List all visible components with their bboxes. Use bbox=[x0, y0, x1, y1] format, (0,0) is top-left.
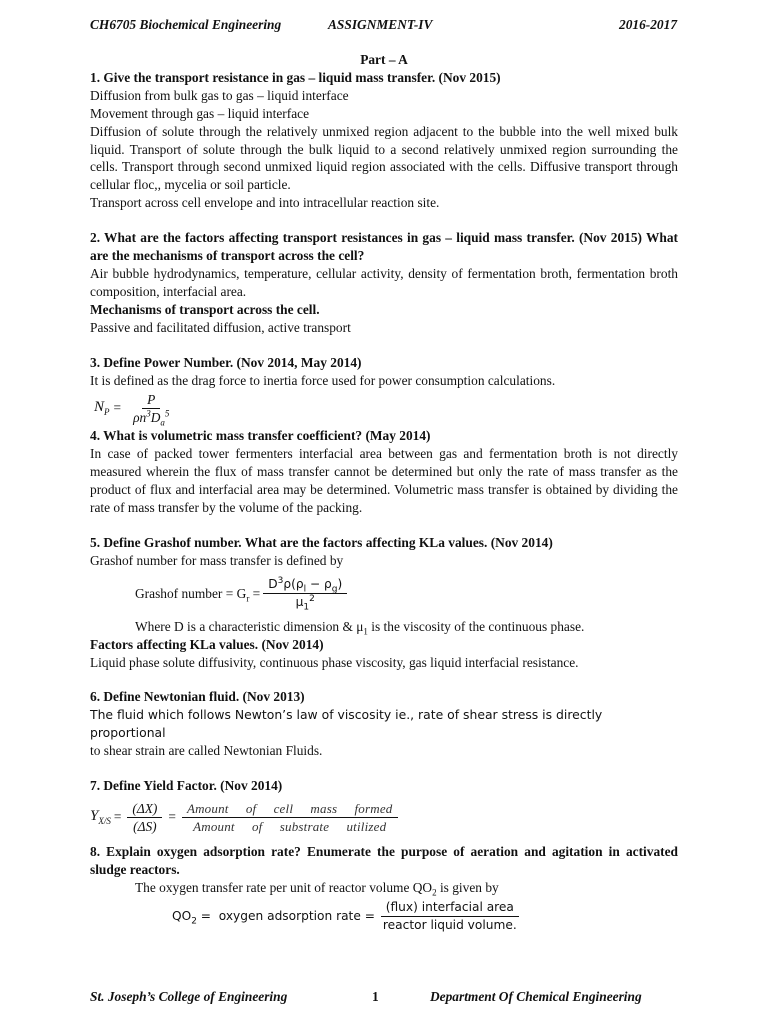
grashof-formula: Grashof number = $G_r$ = $\frac{D^3\rho(\rho_l - \rho_g)}{\mu_1^2}$ bbox=[90, 570, 678, 618]
q5-subtitle: Factors affecting KLa values. (Nov 2014) bbox=[90, 636, 324, 652]
q4-answer: In case of packed tower fermenters interfacial area between gas and fermentation broth is not directly measured wherein the flux of mass transfer cannot be determined but only the rate of mass transfer as the product of flux and interfacial area may be determined. Volumetric mass transfer is obtained by dividing the rate of mass transfer by the volume of the packing. bbox=[90, 446, 678, 516]
q2-title: 2. What are the factors affecting transport resistances in gas – liquid mass transfer. (Nov 2015) What are the mechanisms of transport across the cell? bbox=[90, 230, 678, 264]
footer-college: St. Joseph’s College of Engineering bbox=[90, 989, 288, 1004]
q3-title: 3. Define Power Number. (Nov 2014, May 2014) bbox=[90, 354, 362, 370]
q5-intro: Grashof number for mass transfer is defined by bbox=[90, 552, 344, 568]
header-course: CH6705 Biochemical Engineering bbox=[90, 17, 282, 32]
power-number-formula: $N_P$ = $\frac{P}{\rho n^3D_a^5}$ bbox=[94, 391, 170, 428]
header-assignment: ASSIGNMENT-IV bbox=[328, 17, 433, 32]
part-title: Part – A bbox=[360, 52, 408, 67]
header-year: 2016-2017 bbox=[619, 17, 678, 32]
q7-title: 7. Define Yield Factor. (Nov 2014) bbox=[90, 778, 283, 794]
q2-answer-2: Passive and facilitated diffusion, active transport bbox=[90, 319, 351, 335]
q8-title: 8. Explain oxygen adsorption rate? Enumerate the purpose of aeration and agitation in activated sludge reactors. bbox=[90, 844, 678, 877]
q1-line-3: Diffusion of solute through the relatively unmixed region adjacent to the bubble into the well mixed bulk liquid. Transport of solute through the bulk liquid to a second relatively unmixed region surrounding the cells. Transport through second unmixed liquid region associated with the cells. Diffusive transport through cellular floc,, mycelia or soil particle. bbox=[90, 123, 678, 193]
q5-title: 5. Define Grashof number. What are the factors affecting KLa values. (Nov 2014) bbox=[90, 534, 553, 550]
q4-title: 4. What is volumetric mass transfer coefficient? (May 2014) bbox=[90, 428, 431, 444]
q2-answer: Air bubble hydrodynamics, temperature, cellular activity, density of fermentation broth, fermentation broth composition, interfacial area. bbox=[90, 265, 678, 299]
q2-subtitle: Mechanisms of transport across the cell. bbox=[90, 301, 320, 317]
q6-answer-b: to shear strain are called Newtonian Fluids. bbox=[90, 743, 323, 759]
q1-line-4: Transport across cell envelope and into intracellular reaction site. bbox=[90, 195, 440, 211]
yield-factor-formula: $Y_{X/S}$ = $\frac{(\Delta X)}{(\Delta S)}$ = $\frac{\text{Amount of cell mass formed}}{\text{Amount of substrate utilized}}$ bbox=[90, 795, 678, 839]
footer-department: Department Of Chemical Engineering bbox=[430, 989, 642, 1004]
q8-intro: The oxygen transfer rate per unit of reactor volume $QO_2$ is given by bbox=[135, 879, 499, 898]
q3-answer: It is defined as the drag force to inertia force used for power consumption calculations. bbox=[90, 372, 556, 388]
q1-line-2: Movement through gas – liquid interface bbox=[90, 105, 310, 121]
q6-answer-a: The fluid which follows Newton’s law of viscosity ie., rate of shear stress is directly proportional bbox=[90, 707, 603, 741]
document-body bbox=[90, 51, 678, 937]
footer-page-number: 1 bbox=[372, 989, 379, 1004]
q6-title: 6. Define Newtonian fluid. (Nov 2013) bbox=[90, 689, 305, 705]
q1-title: 1. Give the transport resistance in gas – liquid mass transfer. (Nov 2015) bbox=[90, 69, 501, 85]
oxygen-rate-formula: $QO_2$ = oxygen adsorption rate = $\frac{\text{(flux) interfacial area}}{\text{reactor liquid volume.}}$ bbox=[90, 897, 678, 937]
q1-line-1: Diffusion from bulk gas to gas – liquid interface bbox=[90, 87, 349, 103]
q5-answer: Liquid phase solute diffusivity, continuous phase viscosity, gas liquid interfacial resistance. bbox=[90, 654, 579, 670]
q5-where: Where D is a characteristic dimension & $\mu_1$ is the viscosity of the continuous phase. bbox=[135, 618, 585, 637]
